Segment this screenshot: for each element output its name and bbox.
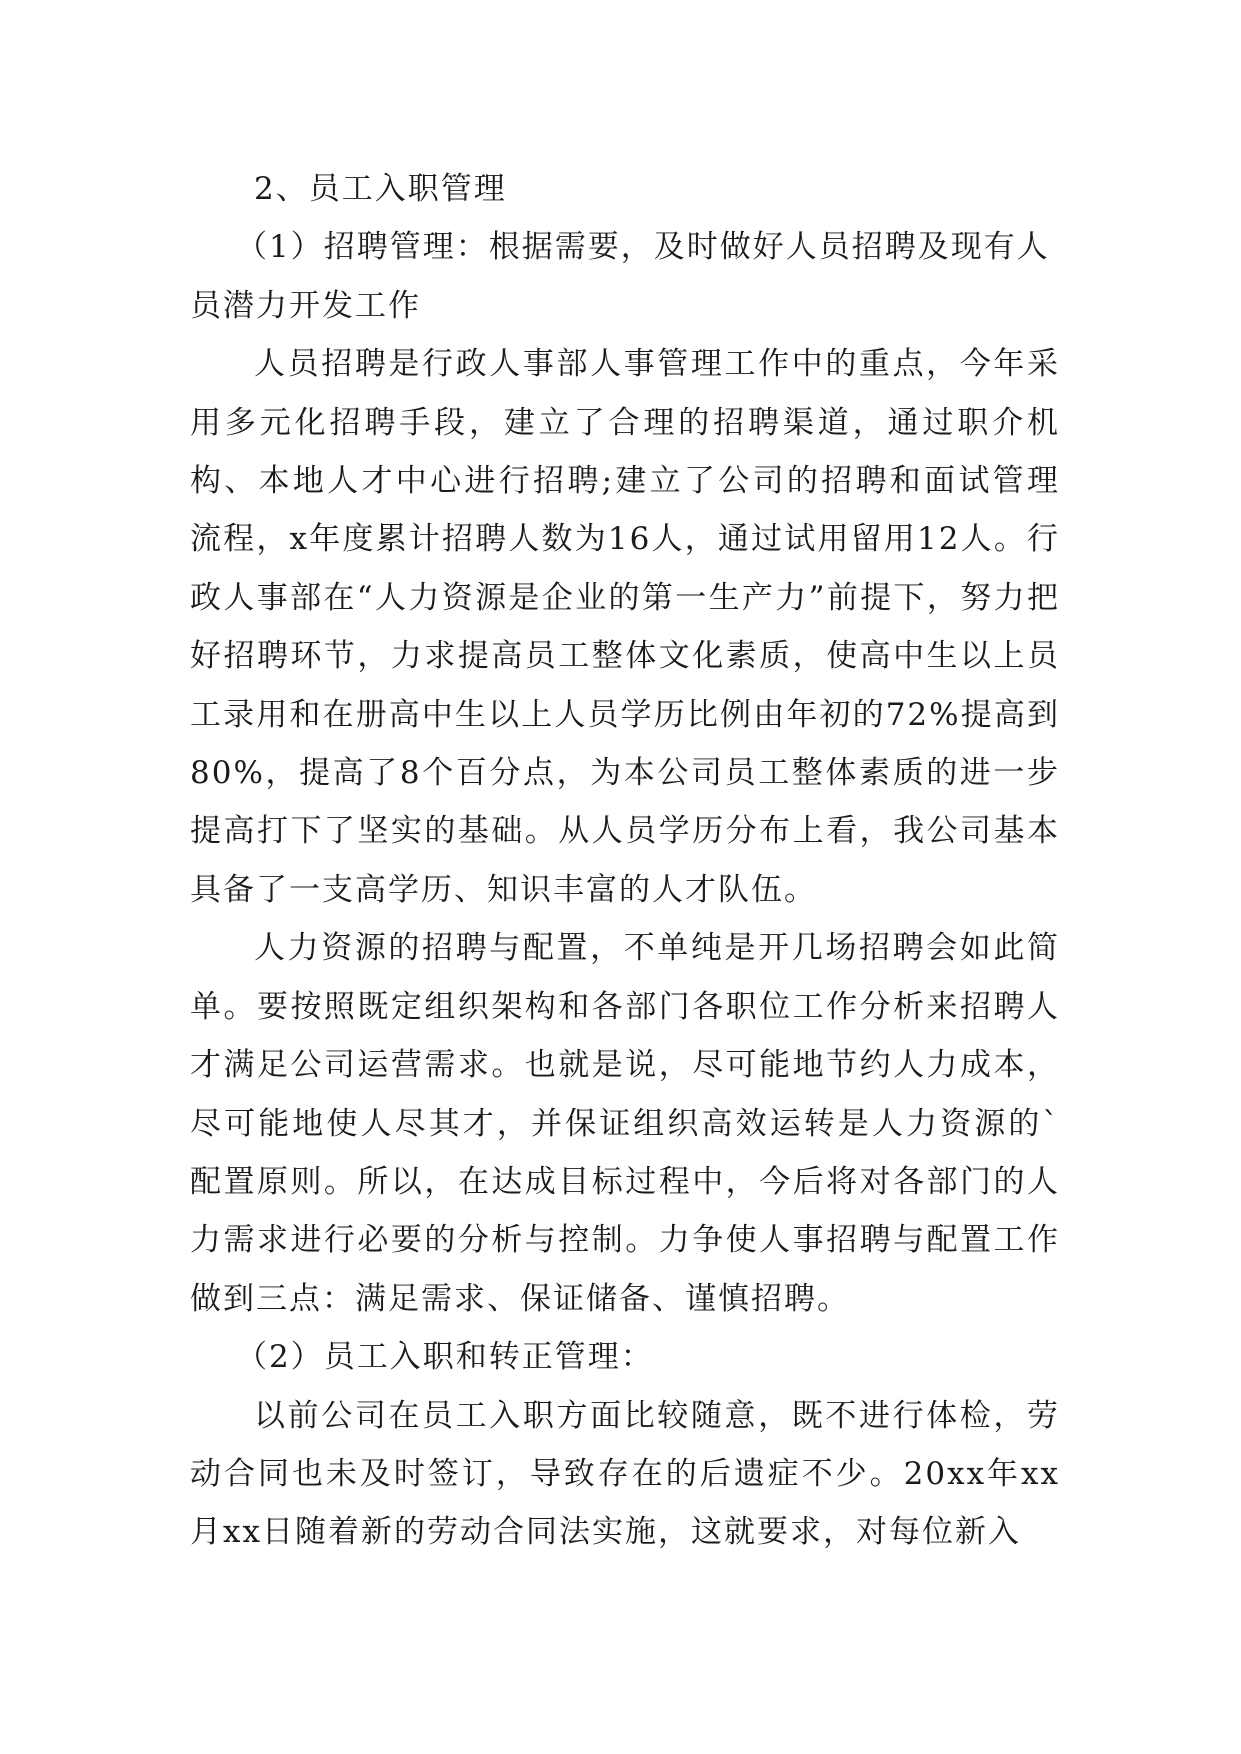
onboarding-subheading: （2）员工入职和转正管理：: [236, 1339, 654, 1376]
recruitment-subheading: （1）招聘管理：根据需要，及时做好人员招聘及现有人员潜力开发工作: [190, 229, 1050, 324]
section-heading: 2、员工入职管理: [254, 171, 507, 207]
onboarding-paragraph: 以前公司在员工入职方面比较随意，既不进行体检，劳动合同也未及时签订，导致存在的后遗症不少。20xx年xx月xx日随着新的劳动合同法实施，这就要求，对每位新入: [190, 1397, 1060, 1551]
allocation-paragraph: 人力资源的招聘与配置，不单纯是开几场招聘会如此简单。要按照既定组织架构和各部门各职位工作分析来招聘人才满足公司运营需求。也就是说，尽可能地节约人力成本，尽可能地使人尽其才，并保证组织高效运转是人力资源的`配置原则。所以，在达成目标过程中，今后将对各部门的人力需求进行必要的分析与控制。力争使人事招聘与配置工作做到三点：满足需求、保证储备、谨慎招聘。: [190, 930, 1060, 1317]
document-body: [190, 160, 1060, 1562]
recruitment-paragraph: 人员招聘是行政人事部人事管理工作中的重点，今年采用多元化招聘手段，建立了合理的招聘渠道，通过职介机构、本地人才中心进行招聘;建立了公司的招聘和面试管理流程，x年度累计招聘人数为16人，通过试用留用12人。行政人事部在“人力资源是企业的第一生产力”前提下，努力把好招聘环节，力求提高员工整体文化素质，使高中生以上员工录用和在册高中生以上人员学历比例由年初的72%提高到80%，提高了8个百分点，为本公司员工整体素质的进一步提高打下了坚实的基础。从人员学历分布上看，我公司基本具备了一支高学历、知识丰富的人才队伍。: [190, 346, 1060, 908]
